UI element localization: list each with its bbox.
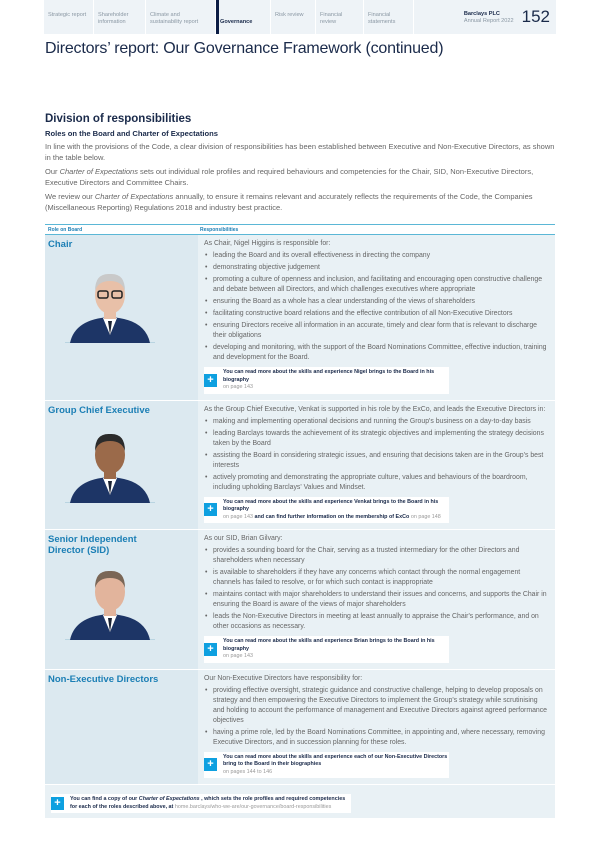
header-responsibilities: Responsibilities <box>200 226 239 233</box>
responsibilities-cell <box>198 235 555 400</box>
report-name: Annual Report 2022 <box>463 18 514 24</box>
page-link[interactable]: on page 143 <box>223 384 253 390</box>
nav-financial-statements[interactable]: Financial statements <box>364 0 414 34</box>
responsibility-item: • actively promoting and demonstrating the appropriate culture, values and behaviours of the boardroom, including upholding Barclays' Values and Mindset. <box>204 473 549 493</box>
responsibilities-cell <box>198 670 555 785</box>
director-photo <box>65 560 155 640</box>
responsibility-item: • leading Barclays towards the achievement of its strategic objectives and implementing the strategy decisions taken by the Board <box>204 429 549 449</box>
role-intro: Our Non-Executive Directors have responsibility for: <box>204 674 363 682</box>
table-row <box>45 530 555 670</box>
responsibility-item: • promoting a culture of openness and inclusion, and facilitating and encouraging open constructive challenge and debate between all Directors, and which challenges executives where appropriate <box>204 275 549 295</box>
responsibility-item: • assisting the Board in considering strategic issues, and ensuring that decisions taken are in the Group's best interests <box>204 451 549 471</box>
top-navigation <box>44 0 556 34</box>
biography-callout: + You can read more about the skills and experience Brian brings to the Board in his biography on page 143 <box>204 636 449 663</box>
responsibility-item: • ensuring Directors receive all information in an accurate, timely and clear form that is relevant to discharge their obligations <box>204 321 549 341</box>
page-number: 152 <box>521 7 550 26</box>
responsibilities-cell <box>198 530 555 669</box>
responsibility-item: • making and implementing operational decisions and running the Group's business on a day-to-day basis <box>204 417 549 427</box>
plus-icon: + <box>204 503 217 516</box>
section-heading: Division of responsibilities <box>45 113 192 125</box>
page-link[interactable]: on page 148 <box>410 513 441 520</box>
section-subheading: Roles on the Board and Charter of Expectations <box>45 129 218 138</box>
role-intro: As Chair, Nigel Higgins is responsible for: <box>204 240 331 247</box>
page-link[interactable]: on page 143 <box>223 513 253 520</box>
role-title: Group Chief Executive <box>48 404 150 416</box>
role-cell <box>45 530 198 669</box>
nav-climate-report[interactable]: Climate and sustainability report <box>146 0 216 34</box>
paragraph-1: In line with the provisions of the Code, a clear division of responsibilities has been established between Executive and Non-Executive Directors, as shown in the table below. <box>45 142 555 162</box>
responsibility-item: • leads the Non-Executive Directors in meeting at least annually to appraise the Chair's performance, and on other occasions as necessary. <box>204 612 549 632</box>
role-cell <box>45 401 198 530</box>
plus-icon: + <box>204 643 217 656</box>
table-footer <box>45 785 555 818</box>
director-photo <box>65 263 155 343</box>
table-row <box>45 670 555 786</box>
division-section <box>45 113 555 216</box>
brand-name: Barclays PLC <box>463 11 500 17</box>
table-row <box>45 235 555 401</box>
responsibility-item: • providing effective oversight, strategic guidance and constructive challenge, helping to develop proposals on strategy and then empowering the Executive Directors to implement the Group's strategy while scrutinising and holding to account the performance of management and Executive Directors against agreed performance objectives <box>204 686 549 726</box>
role-title: Senior Independent Director (SID) <box>48 534 137 556</box>
role-title: Non-Executive Directors <box>48 673 159 685</box>
nav-shareholder-information[interactable]: Shareholder information <box>94 0 146 34</box>
role-intro: As our SID, Brian Gilvary: <box>204 535 283 542</box>
role-cell <box>45 235 198 400</box>
charter-link[interactable]: home.barclays/who-we-are/our-governance/board-responsibilities <box>174 803 332 810</box>
footer-callout: + You can find a copy of our Charter of Expectations , which sets the role profiles and required competencies for each of the roles described above, at home.barclays/who-we-are/our-governance/board-responsibilities <box>51 794 351 813</box>
responsibility-item: • having a prime role, led by the Board Nominations Committee, in appointing and, where necessary, removing Executive Directors, and in succession planning for these roles. <box>204 728 549 748</box>
plus-icon: + <box>51 797 64 810</box>
plus-icon: + <box>204 374 217 387</box>
nav-strategic-report[interactable]: Strategic report <box>44 0 94 34</box>
responsibility-list <box>204 686 549 748</box>
responsibility-item: • ensuring the Board as a whole has a clear understanding of the views of shareholders <box>204 297 549 307</box>
responsibility-item: • demonstrating objective judgement <box>204 263 549 273</box>
paragraph-2: Our Charter of Expectations sets out individual role profiles and required behaviours and competencies for the Chair, SID, Non-Executive Directors, Executive Directors and Committee Chairs. <box>45 167 534 187</box>
responsibilities-table <box>45 224 555 818</box>
role-cell <box>45 670 198 785</box>
table-header <box>45 224 555 235</box>
nav-risk-review[interactable]: Risk review <box>271 0 316 34</box>
responsibility-list <box>204 546 549 632</box>
responsibility-item: • is available to shareholders if they have any concerns which contact through the normal engagement channels has failed to resolve, or for which such contact is inappropriate <box>204 568 549 588</box>
responsibility-item: • facilitating constructive board relations and the effective contribution of all Non-Executive Directors <box>204 309 549 319</box>
director-photo <box>65 423 155 503</box>
responsibility-item: • provides a sounding board for the Chair, serving as a trusted intermediary for the other Directors and shareholders when necessary <box>204 546 549 566</box>
responsibility-item: • developing and monitoring, with the support of the Board Nominations Committee, effective induction, training and development for the Board. <box>204 343 549 363</box>
brand <box>464 0 556 34</box>
table-row <box>45 401 555 531</box>
responsibility-item: • maintains contact with major shareholders to understand their issues and concerns, and supports the Chair in ensuring the Board is aware of the views of major shareholders <box>204 590 549 610</box>
page-link[interactable]: on pages 144 to 146 <box>223 768 273 775</box>
role-title: Chair <box>48 239 73 250</box>
responsibility-list <box>204 417 549 493</box>
nav-financial-review[interactable]: Financial review <box>316 0 364 34</box>
page-title: Directors’ report: Our Governance Framework (continued) <box>45 40 444 57</box>
biography-callout: + You can read more about the skills and experience Nigel brings to the Board in his biography on page 143 <box>204 367 449 394</box>
plus-icon: + <box>204 758 217 771</box>
responsibilities-cell <box>198 401 555 530</box>
role-intro: As the Group Chief Executive, Venkat is supported in his role by the ExCo, and leads the Executive Directors in: <box>204 405 546 413</box>
biography-callout: + You can read more about the skills and experience each of our Non-Executive Directors bring to the Board in their biographies on pages 144 to 146 <box>204 752 449 779</box>
biography-callout: + You can read more about the skills and experience Venkat brings to the Board in his biography on page 143 and can find further information on the membership of ExCo on page 148 <box>204 497 449 524</box>
paragraph-3: We review our Charter of Expectations annually, to ensure it remains relevant and accurately reflects the requirements of the Code, the Companies (Miscellaneous Reporting) Regulations 2018 and industry best practice. <box>45 192 533 212</box>
responsibility-item: • leading the Board and its overall effectiveness in directing the company <box>204 251 549 261</box>
header-role: Role on Board <box>48 226 83 233</box>
nav-governance[interactable]: Governance <box>216 0 271 34</box>
page-link[interactable]: on page 143 <box>223 653 253 659</box>
responsibility-list <box>204 251 549 363</box>
